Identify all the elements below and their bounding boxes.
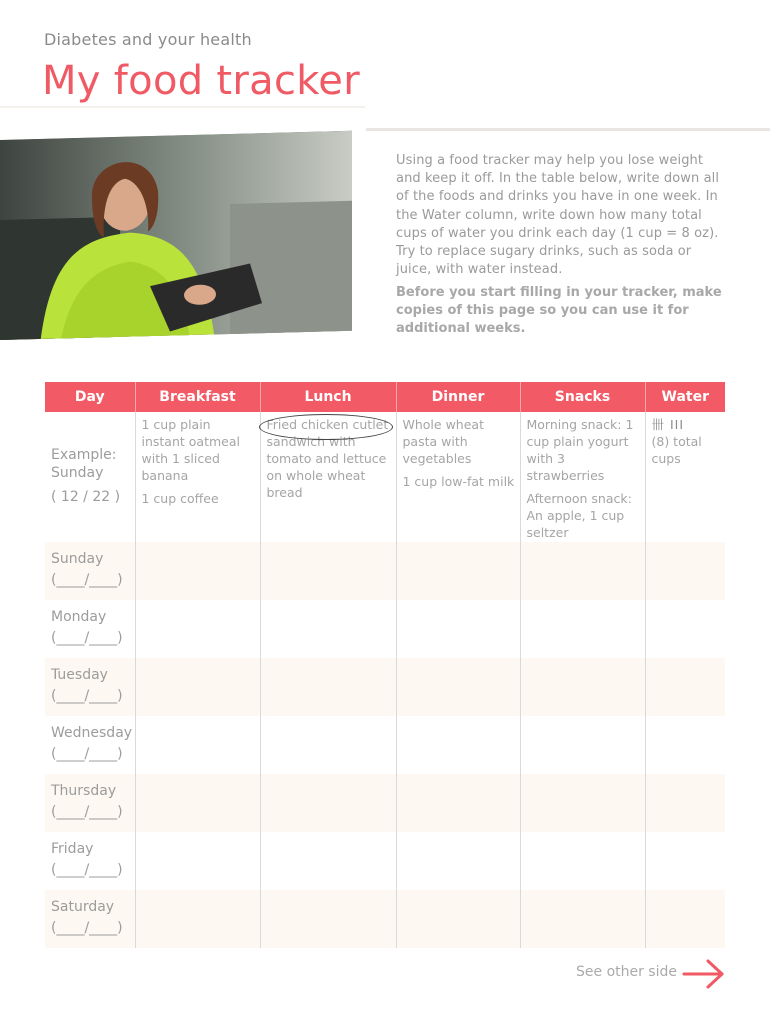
water-cell[interactable]	[645, 658, 725, 716]
see-other-side-text[interactable]: See other side	[576, 964, 677, 980]
dinner-cell[interactable]	[396, 658, 520, 716]
document-subtitle: Diabetes and your health	[44, 30, 252, 49]
snacks-cell[interactable]	[520, 890, 645, 948]
table-row	[45, 774, 725, 832]
page-title: My food tracker	[42, 58, 360, 104]
dinner-cell[interactable]	[396, 774, 520, 832]
water-cell[interactable]	[645, 600, 725, 658]
example-breakfast	[135, 412, 260, 542]
header-day: Day	[45, 382, 135, 412]
intro-paragraph: Using a food tracker may help you lose weight and keep it off. In the table below, write down all of the foods and drinks you have in one week. In the Water column, write down how many total cups of water you drink each day (1 cup = 8 oz). Try to replace sugary drinks, such as soda or juice, with water instead.	[396, 153, 720, 278]
snacks-cell[interactable]	[520, 832, 645, 890]
day-name: Saturday	[51, 899, 115, 915]
table-header-row	[45, 382, 725, 412]
breakfast-cell[interactable]	[135, 600, 260, 658]
example-day-cell	[45, 412, 135, 542]
example-dinner	[396, 412, 520, 542]
table-row	[45, 832, 725, 890]
day-name: Wednesday	[51, 725, 133, 741]
example-dinner-item-2: 1 cup low-fat milk	[402, 474, 515, 489]
example-morning-snack: Morning snack: 1 cup plain yogurt with 3 strawberries	[526, 417, 634, 483]
table-row	[45, 890, 725, 948]
breakfast-cell[interactable]	[135, 542, 260, 600]
breakfast-cell[interactable]	[135, 716, 260, 774]
day-name: Thursday	[51, 783, 117, 799]
day-cell-monday	[45, 600, 135, 658]
breakfast-cell[interactable]	[135, 774, 260, 832]
dinner-cell[interactable]	[396, 542, 520, 600]
day-name: Tuesday	[51, 667, 108, 683]
example-water	[645, 412, 725, 542]
day-cell-sunday	[45, 542, 135, 600]
date-blank[interactable]: (____/____)	[51, 572, 123, 588]
day-name: Sunday	[51, 551, 104, 567]
water-cell[interactable]	[645, 542, 725, 600]
dinner-cell[interactable]	[396, 890, 520, 948]
lunch-cell[interactable]	[260, 832, 396, 890]
lunch-cell[interactable]	[260, 774, 396, 832]
table-row	[45, 600, 725, 658]
snacks-cell[interactable]	[520, 542, 645, 600]
example-day-name: Sunday	[51, 465, 104, 481]
example-snacks	[520, 412, 645, 542]
date-blank[interactable]: (____/____)	[51, 630, 123, 646]
header-water: Water	[645, 382, 725, 412]
example-lunch-item: Fried chicken cutlet sandwich with tomato and lettuce on whole wheat bread	[266, 417, 389, 500]
lunch-cell[interactable]	[260, 716, 396, 774]
header-breakfast: Breakfast	[135, 382, 260, 412]
header-dinner: Dinner	[396, 382, 520, 412]
date-blank[interactable]: (____/____)	[51, 862, 123, 878]
lunch-cell[interactable]	[260, 600, 396, 658]
day-name: Monday	[51, 609, 107, 625]
table-row	[45, 658, 725, 716]
intro-divider	[366, 128, 770, 131]
lunch-cell[interactable]	[260, 658, 396, 716]
dinner-cell[interactable]	[396, 832, 520, 890]
lunch-cell[interactable]	[260, 890, 396, 948]
day-cell-wednesday	[45, 716, 135, 774]
water-tally-marks: 卌 III	[651, 417, 685, 432]
water-cell[interactable]	[645, 716, 725, 774]
breakfast-cell[interactable]	[135, 890, 260, 948]
day-cell-friday	[45, 832, 135, 890]
header-lunch: Lunch	[260, 382, 396, 412]
table-row	[45, 542, 725, 600]
example-label: Example:	[51, 447, 117, 463]
breakfast-cell[interactable]	[135, 658, 260, 716]
day-cell-saturday	[45, 890, 135, 948]
water-cell[interactable]	[645, 774, 725, 832]
date-blank[interactable]: (____/____)	[51, 920, 123, 936]
day-cell-thursday	[45, 774, 135, 832]
example-afternoon-snack: Afternoon snack: An apple, 1 cup seltzer	[526, 491, 632, 540]
example-breakfast-item-1: 1 cup plain instant oatmeal with 1 sliced banana	[141, 417, 240, 483]
header-snacks: Snacks	[520, 382, 645, 412]
date-blank[interactable]: (____/____)	[51, 688, 123, 704]
day-name: Friday	[51, 841, 94, 857]
table-row	[45, 716, 725, 774]
water-cell[interactable]	[645, 890, 725, 948]
breakfast-cell[interactable]	[135, 832, 260, 890]
snacks-cell[interactable]	[520, 716, 645, 774]
date-blank[interactable]: (____/____)	[51, 804, 123, 820]
example-dinner-item-1: Whole wheat pasta with vegetables	[402, 417, 484, 466]
example-date: ( 12 / 22 )	[51, 489, 121, 505]
dinner-cell[interactable]	[396, 716, 520, 774]
day-cell-tuesday	[45, 658, 135, 716]
title-divider	[0, 106, 365, 108]
date-blank[interactable]: (____/____)	[51, 746, 123, 762]
snacks-cell[interactable]	[520, 600, 645, 658]
snacks-cell[interactable]	[520, 658, 645, 716]
water-cell[interactable]	[645, 832, 725, 890]
circled-lunch-annotation	[259, 414, 393, 440]
woman-reading-photo	[0, 131, 352, 340]
example-breakfast-item-2: 1 cup coffee	[141, 491, 219, 506]
water-total: (8) total cups	[651, 434, 702, 466]
copy-instruction: Before you start filling in your tracker, make copies of this page so you can use it for additional weeks.	[396, 285, 722, 337]
lunch-cell[interactable]	[260, 542, 396, 600]
arrow-right-icon[interactable]	[682, 958, 726, 994]
dinner-cell[interactable]	[396, 600, 520, 658]
snacks-cell[interactable]	[520, 774, 645, 832]
food-tracker-table	[45, 382, 725, 948]
